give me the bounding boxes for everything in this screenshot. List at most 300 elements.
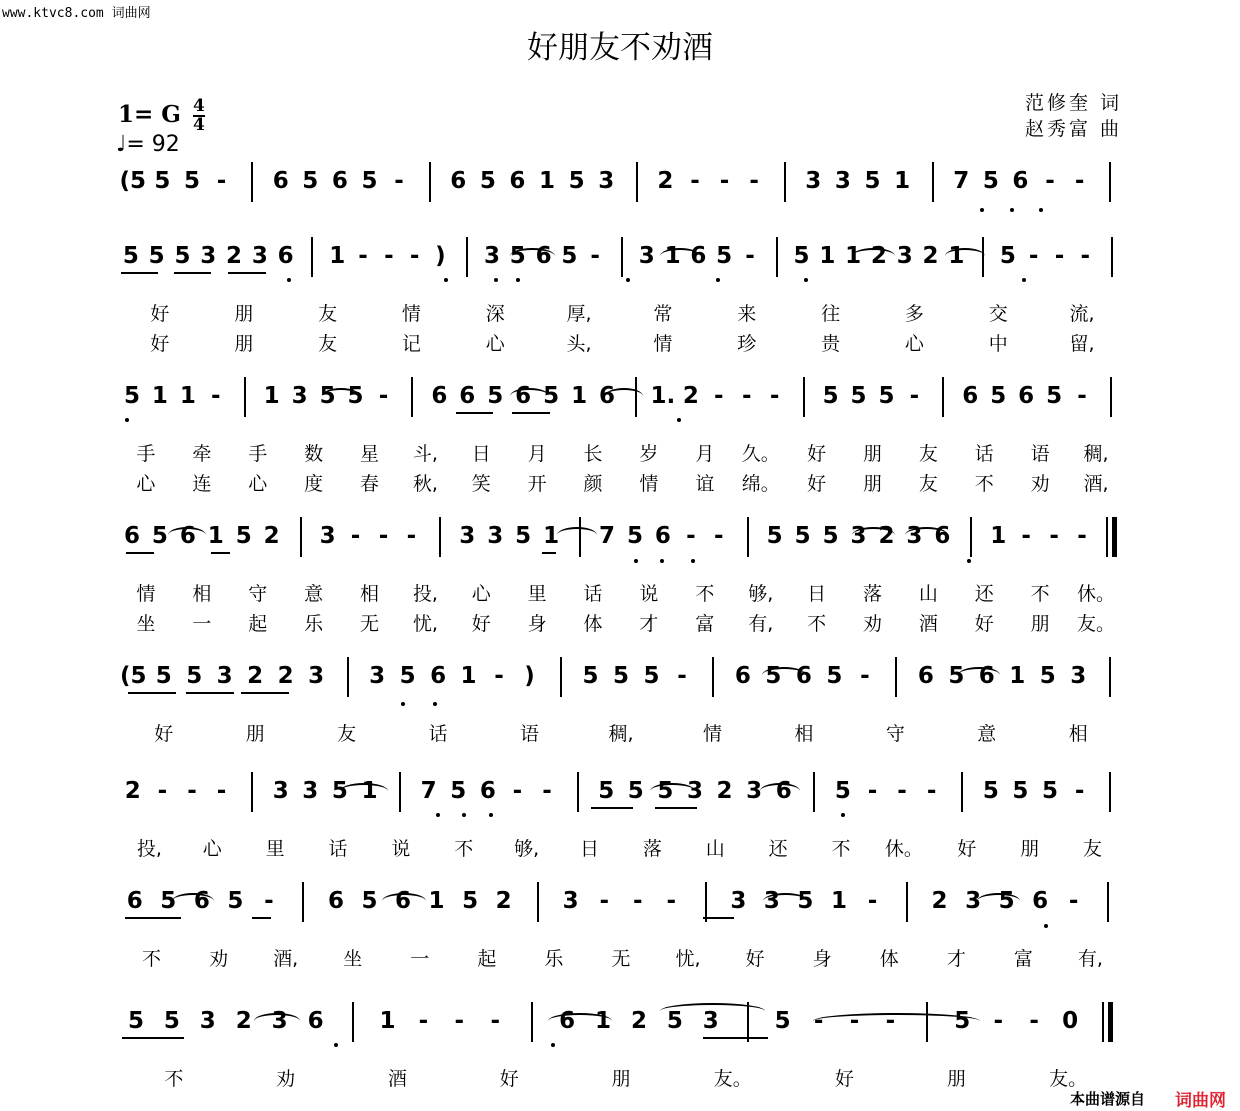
octave-dot — [660, 559, 664, 563]
lyric-char: 岁 — [639, 443, 659, 465]
bar-line — [784, 162, 786, 202]
lyric-char: 酒 — [387, 1068, 407, 1090]
note: 5 — [154, 168, 171, 194]
note: 6 — [193, 888, 210, 914]
note: 5 — [160, 888, 177, 914]
note: - — [216, 778, 227, 804]
octave-dot — [489, 813, 493, 817]
beam-line — [125, 917, 181, 919]
note: - — [1045, 168, 1055, 194]
note: 6 — [179, 523, 196, 549]
note: 6 — [690, 243, 707, 269]
lyric-char: 山 — [918, 583, 938, 605]
note: - — [1028, 243, 1039, 269]
lyric-char: 好 — [471, 613, 491, 635]
lyric-char: 富 — [695, 613, 715, 635]
lyric-char: 常 — [653, 303, 673, 325]
slur-arc — [977, 893, 1020, 909]
lyric-char: 开 — [527, 473, 547, 495]
slur-arc — [660, 248, 700, 264]
note: 5 — [822, 383, 839, 409]
slur-arc — [510, 388, 549, 404]
note: 5 — [450, 778, 467, 804]
note: ) — [524, 663, 535, 689]
lyric-char: 投, — [412, 583, 438, 605]
lyric-char: 日 — [471, 443, 491, 465]
lyric-char: 友。 — [1077, 613, 1116, 635]
bar-line — [1110, 377, 1112, 417]
note: 6 — [431, 383, 448, 409]
note: 1 — [263, 383, 280, 409]
beam-line — [186, 692, 234, 694]
bar-line — [537, 882, 539, 922]
note: 2 — [657, 168, 674, 194]
beam-line — [591, 807, 633, 809]
note: 5 — [151, 523, 168, 549]
note: 2 — [878, 523, 895, 549]
lyric-char: 连 — [192, 473, 212, 495]
lyric-char: 不 — [454, 838, 474, 860]
note: 5 — [227, 888, 244, 914]
slur-arc — [548, 1013, 612, 1029]
lyric-char: 日 — [807, 583, 827, 605]
lyric-char: 酒, — [1083, 473, 1109, 495]
note: 5 — [487, 383, 504, 409]
note: 3 — [459, 523, 476, 549]
note: 5 — [543, 383, 560, 409]
note: - — [1068, 888, 1079, 914]
lyric-char: 月 — [695, 443, 715, 465]
note: 3 — [834, 168, 851, 194]
note: - — [409, 243, 420, 269]
bar-line — [621, 237, 623, 277]
note: 6 — [307, 1008, 324, 1034]
lyric-char: 够, — [514, 838, 540, 860]
note: 1 — [379, 1008, 396, 1034]
note: 5 — [122, 243, 139, 269]
note: - — [1074, 168, 1085, 194]
final-bar — [1112, 517, 1117, 557]
note: 6 — [917, 663, 934, 689]
lyric-char: 无 — [359, 613, 380, 635]
note: 5 — [657, 778, 674, 804]
lyric-char: 朋 — [862, 473, 883, 495]
bar-line — [1109, 162, 1111, 202]
octave-dot — [634, 559, 638, 563]
octave-dot — [677, 418, 681, 422]
note: - — [745, 243, 755, 269]
note: - — [542, 778, 552, 804]
key-signature — [118, 98, 205, 134]
octave-dot — [551, 1043, 555, 1047]
lyric-char: 劝 — [209, 948, 229, 970]
beam-line — [703, 917, 734, 919]
note: - — [749, 168, 759, 194]
note: 5 — [163, 1008, 180, 1034]
note: 6 — [327, 888, 344, 914]
note: - — [1029, 1008, 1039, 1034]
note: 1 — [819, 243, 836, 269]
octave-dot — [1022, 278, 1026, 282]
note: 5 — [643, 663, 660, 689]
lyric-char: 身 — [527, 613, 547, 635]
lyric-char: 富 — [1013, 948, 1033, 970]
lyric-char: 相 — [794, 723, 814, 745]
beam-line — [703, 1037, 768, 1039]
lyric-char: 不 — [831, 838, 851, 860]
lyric-char: 月 — [527, 443, 547, 465]
lyric-char: 手 — [136, 443, 156, 465]
lyric-char: 有, — [1077, 948, 1103, 970]
note: - — [666, 888, 677, 914]
bar-line — [531, 1002, 533, 1042]
lyric-char: 久。 — [741, 443, 780, 465]
bar-line — [906, 882, 908, 922]
note: 1 — [664, 243, 681, 269]
note: - — [358, 243, 368, 269]
note: 6 — [1012, 168, 1029, 194]
lyric-char: 贵 — [821, 333, 841, 355]
note: 5 — [627, 778, 644, 804]
note: 5 — [878, 383, 895, 409]
note: 2 — [263, 523, 280, 549]
lyric-char: 起 — [477, 948, 497, 970]
bar-line — [813, 772, 815, 812]
note: 6 — [430, 663, 447, 689]
note: 5 — [515, 523, 532, 549]
lyric-char: 好 — [150, 333, 170, 355]
note: 6 — [509, 168, 526, 194]
note: - — [599, 888, 609, 914]
note: 1 — [460, 663, 477, 689]
lyric-char: 语 — [1030, 443, 1050, 465]
lyric-char: 友 — [918, 443, 938, 465]
lyric-char: 心 — [248, 473, 268, 495]
lyric-char: 情 — [702, 723, 722, 745]
note: - — [187, 778, 197, 804]
note: 5 — [361, 168, 378, 194]
lyricist-credit: 范修奎 词 — [1024, 92, 1122, 114]
bar-line — [747, 517, 749, 557]
note: 3 — [702, 1008, 719, 1034]
bar-line — [300, 517, 302, 557]
lyric-char: 好 — [150, 303, 170, 325]
octave-dot — [125, 418, 129, 422]
lyric-char: 友。 — [713, 1068, 752, 1090]
note: 3 — [291, 383, 308, 409]
note: 3 — [487, 523, 504, 549]
lyric-char: 意 — [977, 723, 997, 745]
bar-line — [1106, 517, 1108, 557]
lyric-char: 一 — [410, 948, 430, 970]
note: 1 — [894, 168, 911, 194]
lyric-char: 厚, — [566, 303, 592, 325]
lyric-char: 才 — [639, 613, 659, 635]
note: 5 — [774, 1008, 791, 1034]
note: - — [849, 1008, 860, 1034]
note: 1 — [948, 243, 965, 269]
note: - — [690, 168, 700, 194]
bar-line — [705, 882, 707, 922]
lyric-char: 情 — [136, 583, 156, 605]
site-watermark: www.ktvc8.com 词曲网 — [2, 6, 151, 21]
note: 3 — [598, 168, 615, 194]
note: 7 — [953, 168, 970, 194]
lyric-char: 深 — [485, 303, 505, 325]
lyric-char: 里 — [265, 838, 285, 860]
note: 6 — [599, 383, 616, 409]
note: 5 — [998, 888, 1015, 914]
bar-line — [251, 162, 253, 202]
note: 5 — [982, 168, 999, 194]
lyric-char: 心 — [202, 838, 222, 860]
note: 5 — [331, 778, 348, 804]
note: - — [211, 383, 221, 409]
note: 5 — [509, 243, 526, 269]
note: 2 — [931, 888, 948, 914]
note: 1 — [361, 778, 378, 804]
note: 5 — [999, 243, 1016, 269]
note: - — [512, 778, 523, 804]
note: 5 — [990, 383, 1007, 409]
note: - — [926, 778, 937, 804]
note: - — [897, 778, 907, 804]
lyric-char: 不 — [807, 613, 827, 635]
note: 1 — [543, 523, 560, 549]
note: 5 — [797, 888, 814, 914]
octave-dot — [1044, 924, 1048, 928]
note: 5 — [1042, 778, 1059, 804]
note: - — [867, 778, 878, 804]
lyric-char: 朋 — [234, 303, 254, 325]
slur-arc — [852, 248, 895, 264]
lyric-char: 乐 — [304, 613, 324, 635]
beam-line — [121, 272, 158, 274]
beam-line — [655, 807, 697, 809]
note: - — [677, 663, 687, 689]
note: 5 — [1046, 383, 1063, 409]
lyric-char: 投, — [136, 838, 162, 860]
lyric-char: 无 — [611, 948, 631, 970]
note: 5 — [302, 168, 319, 194]
lyric-char: 劝 — [862, 613, 883, 635]
note: 6 — [934, 523, 951, 549]
note: 5 — [148, 243, 165, 269]
note: 5 — [766, 523, 783, 549]
lyric-char: 里 — [527, 583, 547, 605]
bar-line — [1109, 657, 1111, 697]
lyric-char: 好 — [807, 473, 827, 495]
lyric-char: 友 — [318, 303, 338, 325]
note: - — [741, 383, 752, 409]
bar-line — [1107, 882, 1109, 922]
note: - — [378, 383, 389, 409]
slur-arc — [168, 527, 206, 543]
lyric-char: 好 — [745, 948, 765, 970]
note: 1 — [539, 168, 556, 194]
note: 5 — [347, 383, 364, 409]
octave-dot — [1039, 208, 1043, 212]
note: 3 — [763, 888, 780, 914]
note: 2 — [235, 1008, 252, 1034]
note: 2 — [495, 888, 512, 914]
note: 1 — [990, 523, 1007, 549]
lyric-char: 情 — [639, 473, 659, 495]
lyric-char: 有, — [748, 613, 774, 635]
note: 3 — [271, 1008, 288, 1034]
lyric-char: 酒 — [918, 613, 938, 635]
note: 5 — [361, 888, 378, 914]
slur-arc — [852, 527, 895, 543]
note: 1 — [207, 523, 224, 549]
note: 3 — [272, 778, 289, 804]
lyric-char: 话 — [428, 723, 448, 745]
octave-dot — [462, 813, 466, 817]
note: 3 — [805, 168, 822, 194]
note: 5 — [765, 663, 782, 689]
slur-arc — [760, 783, 800, 799]
note: - — [454, 1008, 465, 1034]
note: - — [157, 778, 168, 804]
lyric-char: 友 — [318, 333, 338, 355]
lyric-char: 守 — [885, 723, 905, 745]
lyric-char: 好 — [974, 613, 994, 635]
note: - — [993, 1008, 1004, 1034]
note: 5 — [186, 663, 203, 689]
lyric-char: 中 — [988, 333, 1008, 355]
brand-logo: 词曲网 — [1175, 1091, 1226, 1111]
note: 3 — [1070, 663, 1087, 689]
note: 3 — [484, 243, 501, 269]
slur-arc — [172, 893, 214, 909]
lyric-char: 心 — [471, 583, 491, 605]
note: 5 — [174, 243, 191, 269]
lyric-char: 意 — [304, 583, 324, 605]
composer-credit: 赵秀富 曲 — [1024, 118, 1122, 140]
beam-line — [211, 552, 230, 554]
note: 3 — [730, 888, 747, 914]
lyric-char: 相 — [359, 583, 380, 605]
bar-line — [776, 237, 778, 277]
note: 1 — [571, 383, 588, 409]
note: 5 — [834, 778, 851, 804]
slur-arc — [557, 527, 597, 543]
note: - — [1074, 778, 1085, 804]
note: - — [714, 523, 724, 549]
lyric-char: 一 — [192, 613, 212, 635]
note: - — [719, 168, 730, 194]
lyric-char: 心 — [485, 333, 505, 355]
note: 5 — [850, 383, 867, 409]
slur-arc — [510, 248, 555, 264]
bar-line — [895, 657, 897, 697]
lyric-char: 友。 — [1049, 1068, 1088, 1090]
note: 1 — [329, 243, 346, 269]
lyric-char: 酒, — [273, 948, 299, 970]
lyric-char: 起 — [248, 613, 268, 635]
octave-dot — [841, 813, 845, 817]
beam-line — [174, 272, 211, 274]
note: 5 — [155, 663, 172, 689]
beam-line — [512, 412, 550, 414]
note: 1 — [179, 383, 196, 409]
note: 6 — [515, 383, 532, 409]
lyric-char: 不 — [695, 583, 715, 605]
note: 1 — [151, 383, 168, 409]
bar-line — [1102, 1002, 1104, 1042]
note: 6 — [450, 168, 467, 194]
note: 5 — [626, 523, 643, 549]
note: 5 — [561, 243, 578, 269]
lyric-char: 说 — [391, 838, 411, 860]
slur-arc — [650, 783, 695, 799]
lyric-char: 情 — [401, 303, 421, 325]
beam-line — [228, 272, 266, 274]
note: 5 — [666, 1008, 683, 1034]
note: - — [490, 1008, 501, 1034]
note: 6 — [795, 663, 812, 689]
lyric-char: 休。 — [1077, 583, 1116, 605]
bar-line — [712, 657, 714, 697]
lyric-char: 劝 — [276, 1068, 296, 1090]
beam-line — [128, 692, 176, 694]
lyric-char: 还 — [768, 838, 788, 860]
note: - — [632, 888, 643, 914]
note: 5 — [127, 1008, 144, 1034]
note: 5 — [319, 383, 336, 409]
lyric-char: 话 — [974, 443, 994, 465]
source-note: 本曲谱源自 — [1069, 1090, 1145, 1108]
lyric-char: 友 — [1083, 838, 1103, 860]
lyric-char: 颜 — [583, 473, 603, 495]
bar-line — [560, 657, 562, 697]
note: 6 — [1032, 888, 1049, 914]
note: - — [885, 1008, 896, 1034]
lyric-char: 朋 — [1030, 613, 1050, 635]
note: 5 — [123, 383, 140, 409]
lyric-char: 体 — [879, 948, 899, 970]
note: 2 — [630, 1008, 647, 1034]
bar-line — [942, 377, 944, 417]
slur-arc — [945, 248, 985, 264]
note: 5 — [1012, 778, 1029, 804]
lyric-char: 友 — [918, 473, 938, 495]
note: - — [384, 243, 394, 269]
octave-dot — [444, 278, 448, 282]
note: 5 — [982, 778, 999, 804]
time-bottom: 4 — [192, 115, 205, 135]
note: 6 — [123, 523, 140, 549]
note: - — [867, 888, 878, 914]
octave-dot — [1010, 208, 1014, 212]
lyric-char: 绵。 — [741, 473, 780, 495]
lyric-char: 情 — [653, 333, 673, 355]
lyric-char: 相 — [1068, 723, 1088, 745]
note: - — [1054, 243, 1065, 269]
bar-line — [970, 517, 972, 557]
note: 3 — [638, 243, 655, 269]
lyric-char: 往 — [821, 303, 841, 325]
lyric-char: 日 — [580, 838, 600, 860]
beam-line — [122, 1037, 184, 1039]
bar-line — [251, 772, 253, 812]
lyric-char: 朋 — [611, 1068, 631, 1090]
lyric-char: 珍 — [737, 333, 757, 355]
lyric-char: 长 — [583, 443, 603, 465]
note: 6 — [272, 168, 289, 194]
octave-dot — [716, 278, 720, 282]
lyric-char: 才 — [946, 948, 966, 970]
